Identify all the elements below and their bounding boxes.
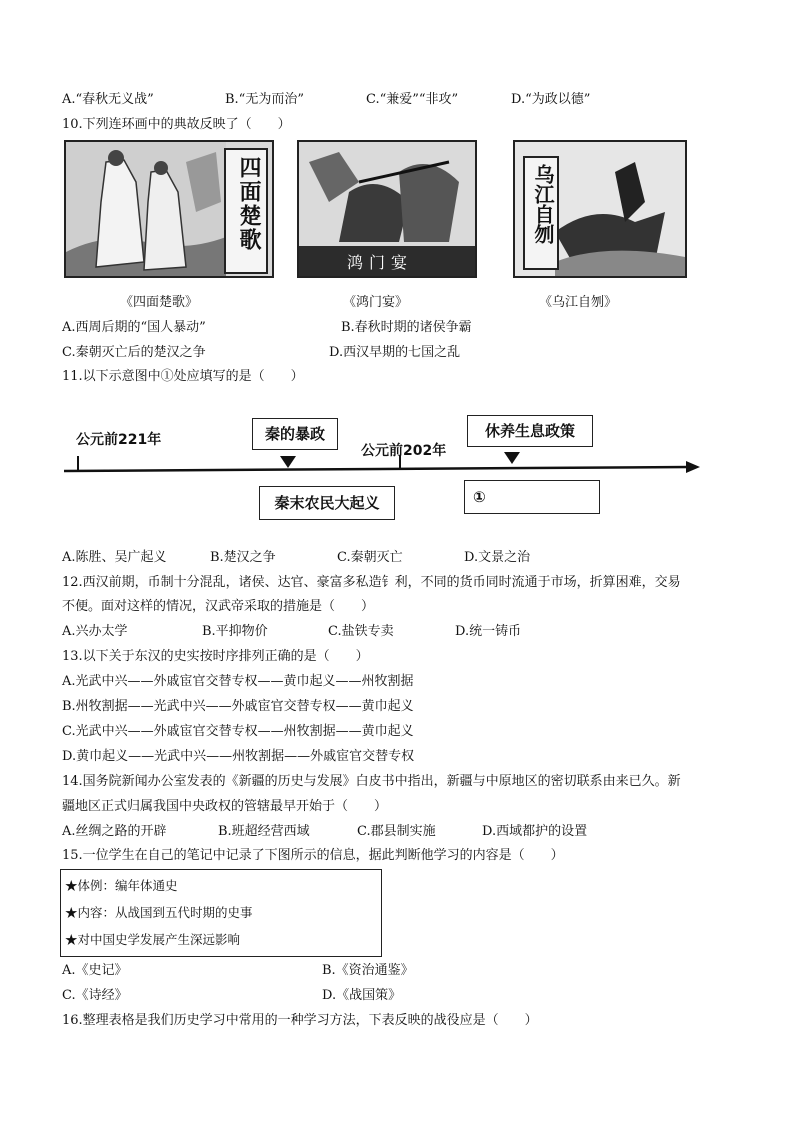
caption-1: 《四面楚歌》 [120,295,199,310]
panel-title: 四面楚歌 [236,156,261,252]
q12-option-d: D.统一铸币 [455,624,522,639]
timeline-diagram [0,400,794,525]
timeline-date-1: 公元前221年 [76,432,162,448]
comic-panel-wujiang-ziwen [513,140,687,278]
panel-title: 鸿门宴 [347,253,414,272]
q9-option-b: B.“无为而治” [225,92,304,107]
q9-option-d: D.“为政以德” [511,92,591,107]
comic-panel-simian-chuge [64,140,274,278]
q13-option-c: C.光武中兴——外戚宦官交替专权——州牧割据——黄巾起义 [62,724,414,739]
q12-stem-line1: 12.西汉前期，币制十分混乱，诸侯、达官、豪富多私造钅利，不同的货币同时流通于市场，折算困难，交易 [62,575,681,590]
q12-option-a: A.兴办太学 [62,624,128,639]
timeline-box-blank-1 [464,480,600,514]
note-line-1: ★体例：编年体通史 [65,878,178,893]
timeline-box-qin-tyranny [252,418,338,450]
q14-stem-line2: 疆地区正式归属我国中央政权的管辖最早开始于（ ） [62,799,388,814]
note-line-2: ★内容：从战国到五代时期的史事 [65,905,253,920]
q11-option-b: B.楚汉之争 [210,550,276,565]
q14-option-a: A.丝绸之路的开辟 [62,824,167,839]
panel-title-box [224,148,268,274]
q13-stem: 13.以下关于东汉的史实按时序排列正确的是（ ） [62,649,369,664]
q10-option-d: D.西汉早期的七国之乱 [329,345,461,360]
q15-stem: 15.一位学生在自己的笔记中记录了下图所示的信息，据此判断他学习的内容是（ ） [62,848,564,863]
timeline-box-recuperation-policy [467,415,593,447]
comic-panel-hongmen-yan [297,140,477,278]
q15-option-b: B.《资治通鉴》 [322,963,414,978]
timeline-box-peasant-uprising [259,486,395,520]
q16-stem: 16.整理表格是我们历史学习中常用的一种学习方法，下表反映的战役应是（ ） [62,1013,538,1028]
box-text: ① [473,488,486,506]
note-line-3: ★对中国史学发展产生深远影响 [65,932,241,947]
q11-option-c: C.秦朝灭亡 [337,550,403,565]
caption-3: 《乌江自刎》 [539,295,618,310]
q12-stem-line2: 不便。面对这样的情况，汉武帝采取的措施是（ ） [62,599,375,614]
q14-option-d: D.西域都护的设置 [482,824,588,839]
student-notes-box [60,869,382,957]
q9-option-a: A.“春秋无义战” [62,92,154,107]
q13-option-d: D.黄巾起义——光武中兴——州牧割据——外戚宦官交替专权 [62,749,415,764]
q12-option-b: B.平抑物价 [202,624,268,639]
q11-option-a: A.陈胜、吴广起义 [62,550,167,565]
q14-stem-line1: 14.国务院新闻办公室发表的《新疆的历史与发展》白皮书中指出，新疆与中原地区的密切联系由来已久。新 [62,774,681,789]
caption-2: 《鸿门宴》 [343,295,409,310]
box-text: 休养生息政策 [484,422,575,440]
q15-option-d: D.《战国策》 [322,988,402,1003]
box-text: 秦的暴政 [264,425,325,443]
timeline-date-2: 公元前202年 [361,443,447,459]
q15-option-c: C.《诗经》 [62,988,128,1003]
q14-option-b: B.班超经营西域 [218,824,310,839]
q11-option-d: D.文景之治 [464,550,531,565]
q15-option-a: A.《史记》 [62,963,128,978]
q13-option-a: A.光武中兴——外戚宦官交替专权——黄巾起义——州牧割据 [62,674,414,689]
q10-option-b: B.春秋时期的诸侯争霸 [341,320,472,335]
box-text: 秦末农民大起义 [274,494,380,512]
q10-option-a: A.西周后期的“国人暴动” [62,320,206,335]
panel-title: 乌江自刎 [531,164,555,244]
q13-option-b: B.州牧割据——光武中兴——外戚宦官交替专权——黄巾起义 [62,699,414,714]
q11-stem: 11.以下示意图中①处应填写的是（ ） [62,369,304,384]
q9-option-c: C.“兼爱”“非攻” [366,92,459,107]
q12-option-c: C.盐铁专卖 [328,624,394,639]
q10-stem: 10.下列连环画中的典故反映了（ ） [62,117,291,132]
q10-option-c: C.秦朝灭亡后的楚汉之争 [62,345,206,360]
panel-title-box [523,156,559,270]
q14-option-c: C.郡县制实施 [357,824,436,839]
